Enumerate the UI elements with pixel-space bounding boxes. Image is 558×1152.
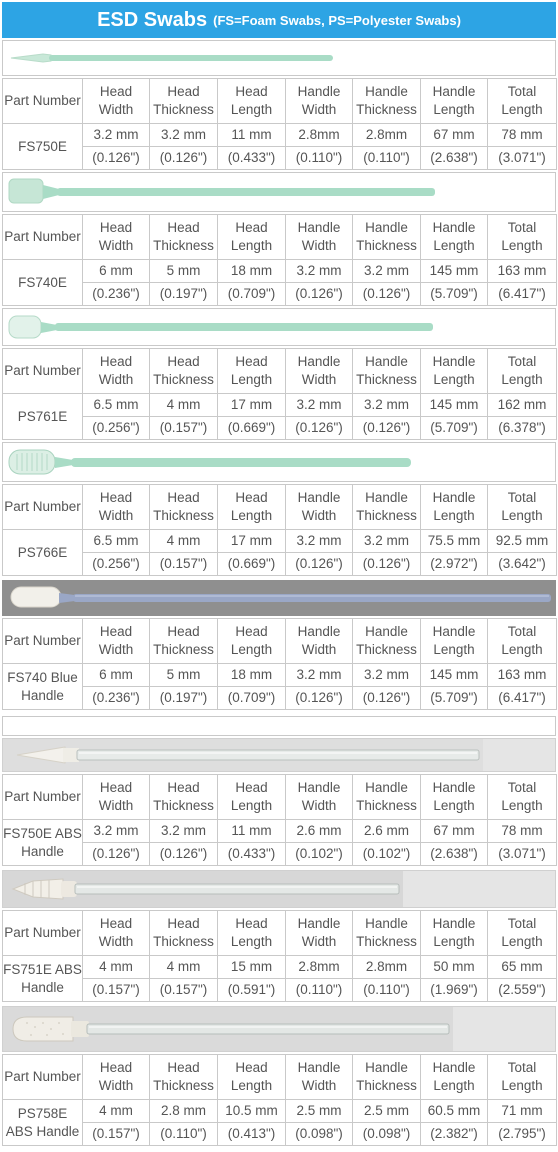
imperial-value: (2.638"): [421, 843, 488, 866]
imperial-value: (0.110"): [286, 979, 353, 1002]
imperial-value: (0.110"): [353, 979, 421, 1002]
metric-value: 60.5 mm: [421, 1100, 488, 1123]
header-head-length: Head Length: [218, 349, 286, 394]
imperial-value: (0.433"): [218, 147, 286, 170]
metric-value: 67 mm: [421, 124, 488, 147]
header-row: [3, 775, 557, 820]
header-handle-length: Handle Length: [421, 775, 488, 820]
header-handle-width: Handle Width: [286, 485, 353, 530]
header-handle-length: Handle Length: [421, 485, 488, 530]
header-handle-length: Handle Length: [421, 349, 488, 394]
imperial-row: [3, 147, 557, 170]
header-head-width: Head Width: [83, 1055, 150, 1100]
imperial-value: (0.669"): [218, 553, 286, 576]
part-number: FS751E ABS Handle: [3, 956, 83, 1002]
header-head-length: Head Length: [218, 1055, 286, 1100]
header-handle-length: Handle Length: [421, 1055, 488, 1100]
metric-value: 4 mm: [150, 394, 218, 417]
imperial-value: (2.382"): [421, 1123, 488, 1146]
metric-value: 6 mm: [83, 260, 150, 283]
imperial-value: (0.236"): [83, 283, 150, 306]
metric-value: 2.8 mm: [150, 1100, 218, 1123]
header-row: [3, 485, 557, 530]
header-part-number: Part Number: [3, 619, 83, 664]
swab-handle: [87, 1024, 449, 1034]
metric-row: [3, 956, 557, 979]
swab-handle: [55, 323, 433, 331]
metric-value: 4 mm: [150, 530, 218, 553]
metric-value: 145 mm: [421, 394, 488, 417]
swab-neck: [43, 185, 59, 199]
metric-value: 2.6 mm: [353, 820, 421, 843]
header-part-number: Part Number: [3, 215, 83, 260]
swab-ps761e-illustration: [3, 309, 555, 345]
spec-table-fs740e: [2, 214, 557, 306]
swab-image-fs750e-abs: [2, 738, 556, 772]
metric-value: 65 mm: [488, 956, 557, 979]
metric-value: 2.8mm: [353, 956, 421, 979]
imperial-value: (0.157"): [83, 1123, 150, 1146]
imperial-value: (0.126"): [150, 843, 218, 866]
header-part-number: Part Number: [3, 485, 83, 530]
imperial-value: (0.256"): [83, 553, 150, 576]
metric-value: 3.2 mm: [286, 530, 353, 553]
imperial-value: (0.110"): [286, 147, 353, 170]
header-part-number: Part Number: [3, 1055, 83, 1100]
metric-row: [3, 820, 557, 843]
metric-value: 15 mm: [218, 956, 286, 979]
imperial-value: (0.413"): [218, 1123, 286, 1146]
imperial-value: (0.126"): [353, 417, 421, 440]
spec-table-fs750e-abs: [2, 774, 557, 866]
header-head-thickness: Head Thickness: [150, 349, 218, 394]
header-handle-thickness: Handle Thickness: [353, 215, 421, 260]
metric-value: 11 mm: [218, 124, 286, 147]
swab-neck: [41, 322, 57, 333]
part-number: FS750E ABS Handle: [3, 820, 83, 866]
imperial-value: (6.417"): [488, 687, 557, 710]
imperial-value: (0.157"): [150, 417, 218, 440]
metric-row: [3, 394, 557, 417]
metric-value: 75.5 mm: [421, 530, 488, 553]
header-handle-width: Handle Width: [286, 1055, 353, 1100]
swab-image-fs751e-abs: [2, 870, 556, 908]
imperial-row: [3, 417, 557, 440]
imperial-value: (0.102"): [286, 843, 353, 866]
header-head-thickness: Head Thickness: [150, 485, 218, 530]
metric-value: 5 mm: [150, 260, 218, 283]
header-part-number: Part Number: [3, 775, 83, 820]
imperial-value: (3.071"): [488, 147, 557, 170]
swab-handle: [49, 55, 333, 61]
imperial-row: [3, 979, 557, 1002]
swab-fs751e-abs-illustration: [3, 871, 555, 907]
imperial-value: (0.669"): [218, 417, 286, 440]
imperial-row: [3, 687, 557, 710]
metric-value: 3.2 mm: [83, 820, 150, 843]
header-handle-width: Handle Width: [286, 911, 353, 956]
page-subtitle: (FS=Foam Swabs, PS=Polyester Swabs): [213, 12, 461, 28]
metric-row: [3, 530, 557, 553]
imperial-value: (5.709"): [421, 687, 488, 710]
metric-value: 50 mm: [421, 956, 488, 979]
imperial-value: (0.098"): [353, 1123, 421, 1146]
spec-table-fs740-blue: [2, 618, 557, 710]
swab-head: [11, 587, 61, 607]
header-head-length: Head Length: [218, 215, 286, 260]
swab-fs750e-illustration: [3, 41, 555, 75]
header-head-width: Head Width: [83, 349, 150, 394]
swab-image-ps761e: [2, 308, 556, 346]
metric-value: 78 mm: [488, 124, 557, 147]
metric-value: 2.8mm: [286, 124, 353, 147]
part-number: FS740 Blue Handle: [3, 664, 83, 710]
header-handle-thickness: Handle Thickness: [353, 349, 421, 394]
metric-value: 163 mm: [488, 260, 557, 283]
swab-head: [11, 54, 51, 62]
metric-value: 18 mm: [218, 664, 286, 687]
swab-ps766e-illustration: [3, 443, 555, 481]
imperial-value: (0.126"): [286, 283, 353, 306]
swab-handle: [75, 884, 399, 894]
imperial-value: (0.110"): [150, 1123, 218, 1146]
imperial-value: (0.197"): [150, 283, 218, 306]
metric-value: 3.2 mm: [83, 124, 150, 147]
imperial-value: (2.972"): [421, 553, 488, 576]
imperial-value: (6.417"): [488, 283, 557, 306]
header-row: [3, 619, 557, 664]
metric-value: 6.5 mm: [83, 530, 150, 553]
swab-image-fs740-blue: [2, 580, 556, 616]
imperial-value: (2.559"): [488, 979, 557, 1002]
imperial-row: [3, 1123, 557, 1146]
imperial-row: [3, 843, 557, 866]
part-number: PS758E ABS Handle: [3, 1100, 83, 1146]
imperial-value: (0.110"): [353, 147, 421, 170]
header-handle-thickness: Handle Thickness: [353, 619, 421, 664]
imperial-value: (3.642"): [488, 553, 557, 576]
spec-table-fs750e: [2, 78, 557, 170]
metric-value: 3.2 mm: [353, 260, 421, 283]
imperial-value: (6.378"): [488, 417, 557, 440]
header-total-length: Total Length: [488, 1055, 557, 1100]
spec-table-ps766e: [2, 484, 557, 576]
header-handle-width: Handle Width: [286, 215, 353, 260]
page-title: ESD Swabs: [97, 8, 208, 31]
header-row: [3, 215, 557, 260]
header-handle-width: Handle Width: [286, 349, 353, 394]
metric-value: 3.2 mm: [353, 394, 421, 417]
spec-table-fs751e-abs: [2, 910, 557, 1002]
swab-head: [9, 179, 43, 203]
swab-head: [13, 1017, 73, 1041]
header-total-length: Total Length: [488, 485, 557, 530]
header-head-width: Head Width: [83, 775, 150, 820]
header-row: [3, 911, 557, 956]
metric-value: 163 mm: [488, 664, 557, 687]
header-part-number: Part Number: [3, 349, 83, 394]
imperial-value: (5.709"): [421, 417, 488, 440]
metric-value: 6.5 mm: [83, 394, 150, 417]
imperial-value: (0.126"): [286, 417, 353, 440]
metric-value: 2.6 mm: [286, 820, 353, 843]
title-bar: [2, 2, 556, 38]
swab-image-ps758e-abs: [2, 1006, 556, 1052]
header-head-length: Head Length: [218, 485, 286, 530]
imperial-value: (0.236"): [83, 687, 150, 710]
imperial-value: (2.638"): [421, 147, 488, 170]
header-handle-length: Handle Length: [421, 619, 488, 664]
header-head-length: Head Length: [218, 79, 286, 124]
part-number: FS740E: [3, 260, 83, 306]
imperial-value: (0.126"): [286, 553, 353, 576]
metric-value: 3.2 mm: [286, 260, 353, 283]
metric-value: 78 mm: [488, 820, 557, 843]
header-handle-thickness: Handle Thickness: [353, 775, 421, 820]
swab-neck: [59, 593, 75, 603]
swab-fs740e-illustration: [3, 173, 555, 211]
metric-value: 3.2 mm: [353, 530, 421, 553]
imperial-value: (5.709"): [421, 283, 488, 306]
imperial-value: (0.157"): [150, 979, 218, 1002]
header-handle-thickness: Handle Thickness: [353, 1055, 421, 1100]
imperial-value: (0.157"): [83, 979, 150, 1002]
header-head-thickness: Head Thickness: [150, 911, 218, 956]
header-head-thickness: Head Thickness: [150, 1055, 218, 1100]
imperial-value: (0.126"): [353, 687, 421, 710]
spacer-row: [2, 716, 556, 736]
header-row: [3, 79, 557, 124]
header-handle-thickness: Handle Thickness: [353, 911, 421, 956]
header-row: [3, 1055, 557, 1100]
part-number: PS761E: [3, 394, 83, 440]
metric-value: 71 mm: [488, 1100, 557, 1123]
imperial-value: (1.969"): [421, 979, 488, 1002]
swab-fs750e-abs-illustration: [3, 739, 555, 771]
imperial-value: (0.591"): [218, 979, 286, 1002]
swab-head-ridges: [17, 453, 47, 471]
imperial-value: (0.126"): [353, 283, 421, 306]
swab-handle: [57, 188, 435, 196]
header-total-length: Total Length: [488, 215, 557, 260]
metric-value: 3.2 mm: [286, 664, 353, 687]
imperial-value: (3.071"): [488, 843, 557, 866]
part-number: PS766E: [3, 530, 83, 576]
header-head-width: Head Width: [83, 79, 150, 124]
header-handle-width: Handle Width: [286, 775, 353, 820]
metric-value: 10.5 mm: [218, 1100, 286, 1123]
header-part-number: Part Number: [3, 79, 83, 124]
spec-table-ps761e: [2, 348, 557, 440]
header-head-length: Head Length: [218, 775, 286, 820]
metric-value: 67 mm: [421, 820, 488, 843]
swab-handle: [71, 458, 411, 467]
imperial-value: (0.197"): [150, 687, 218, 710]
metric-value: 18 mm: [218, 260, 286, 283]
metric-row: [3, 260, 557, 283]
header-head-thickness: Head Thickness: [150, 79, 218, 124]
metric-value: 5 mm: [150, 664, 218, 687]
metric-row: [3, 124, 557, 147]
header-handle-thickness: Handle Thickness: [353, 79, 421, 124]
metric-value: 17 mm: [218, 530, 286, 553]
metric-value: 2.8mm: [353, 124, 421, 147]
header-total-length: Total Length: [488, 349, 557, 394]
imperial-value: (0.098"): [286, 1123, 353, 1146]
swab-head-base: [71, 1021, 89, 1037]
imperial-value: (2.795"): [488, 1123, 557, 1146]
metric-value: 4 mm: [83, 1100, 150, 1123]
spec-table-ps758e-abs: [2, 1054, 557, 1146]
swab-image-ps766e: [2, 442, 556, 482]
header-head-width: Head Width: [83, 619, 150, 664]
header-handle-thickness: Handle Thickness: [353, 485, 421, 530]
metric-value: 17 mm: [218, 394, 286, 417]
metric-value: 3.2 mm: [150, 124, 218, 147]
metric-value: 145 mm: [421, 260, 488, 283]
imperial-value: (0.256"): [83, 417, 150, 440]
imperial-value: (0.709"): [218, 687, 286, 710]
header-total-length: Total Length: [488, 79, 557, 124]
metric-value: 6 mm: [83, 664, 150, 687]
swab-ps758e-abs-illustration: [3, 1007, 555, 1051]
metric-value: 2.5 mm: [353, 1100, 421, 1123]
imperial-value: (0.126"): [83, 147, 150, 170]
header-handle-length: Handle Length: [421, 79, 488, 124]
header-total-length: Total Length: [488, 619, 557, 664]
part-number: FS750E: [3, 124, 83, 170]
imperial-value: (0.102"): [353, 843, 421, 866]
header-handle-width: Handle Width: [286, 79, 353, 124]
imperial-value: (0.126"): [150, 147, 218, 170]
header-head-width: Head Width: [83, 485, 150, 530]
header-part-number: Part Number: [3, 911, 83, 956]
metric-value: 4 mm: [150, 956, 218, 979]
header-head-length: Head Length: [218, 911, 286, 956]
imperial-value: (0.157"): [150, 553, 218, 576]
metric-value: 3.2 mm: [353, 664, 421, 687]
imperial-value: (0.126"): [286, 687, 353, 710]
metric-value: 145 mm: [421, 664, 488, 687]
imperial-row: [3, 553, 557, 576]
swab-image-fs750e: [2, 40, 556, 76]
metric-value: 3.2 mm: [286, 394, 353, 417]
metric-row: [3, 1100, 557, 1123]
header-total-length: Total Length: [488, 775, 557, 820]
metric-row: [3, 664, 557, 687]
imperial-value: (0.126"): [83, 843, 150, 866]
metric-value: 162 mm: [488, 394, 557, 417]
metric-value: 11 mm: [218, 820, 286, 843]
swab-handle: [77, 750, 479, 760]
metric-value: 2.5 mm: [286, 1100, 353, 1123]
header-row: [3, 349, 557, 394]
header-head-width: Head Width: [83, 215, 150, 260]
header-head-thickness: Head Thickness: [150, 619, 218, 664]
swab-handle: [73, 594, 551, 602]
swab-fs740-blue-illustration: [3, 581, 555, 615]
swab-head: [9, 316, 41, 338]
header-head-thickness: Head Thickness: [150, 215, 218, 260]
header-handle-length: Handle Length: [421, 911, 488, 956]
swab-neck: [55, 457, 73, 468]
header-handle-length: Handle Length: [421, 215, 488, 260]
header-handle-width: Handle Width: [286, 619, 353, 664]
header-head-width: Head Width: [83, 911, 150, 956]
metric-value: 4 mm: [83, 956, 150, 979]
header-head-thickness: Head Thickness: [150, 775, 218, 820]
imperial-row: [3, 283, 557, 306]
swab-image-fs740e: [2, 172, 556, 212]
metric-value: 2.8mm: [286, 956, 353, 979]
header-head-length: Head Length: [218, 619, 286, 664]
metric-value: 92.5 mm: [488, 530, 557, 553]
metric-value: 3.2 mm: [150, 820, 218, 843]
imperial-value: (0.433"): [218, 843, 286, 866]
header-total-length: Total Length: [488, 911, 557, 956]
imperial-value: (0.709"): [218, 283, 286, 306]
imperial-value: (0.126"): [353, 553, 421, 576]
